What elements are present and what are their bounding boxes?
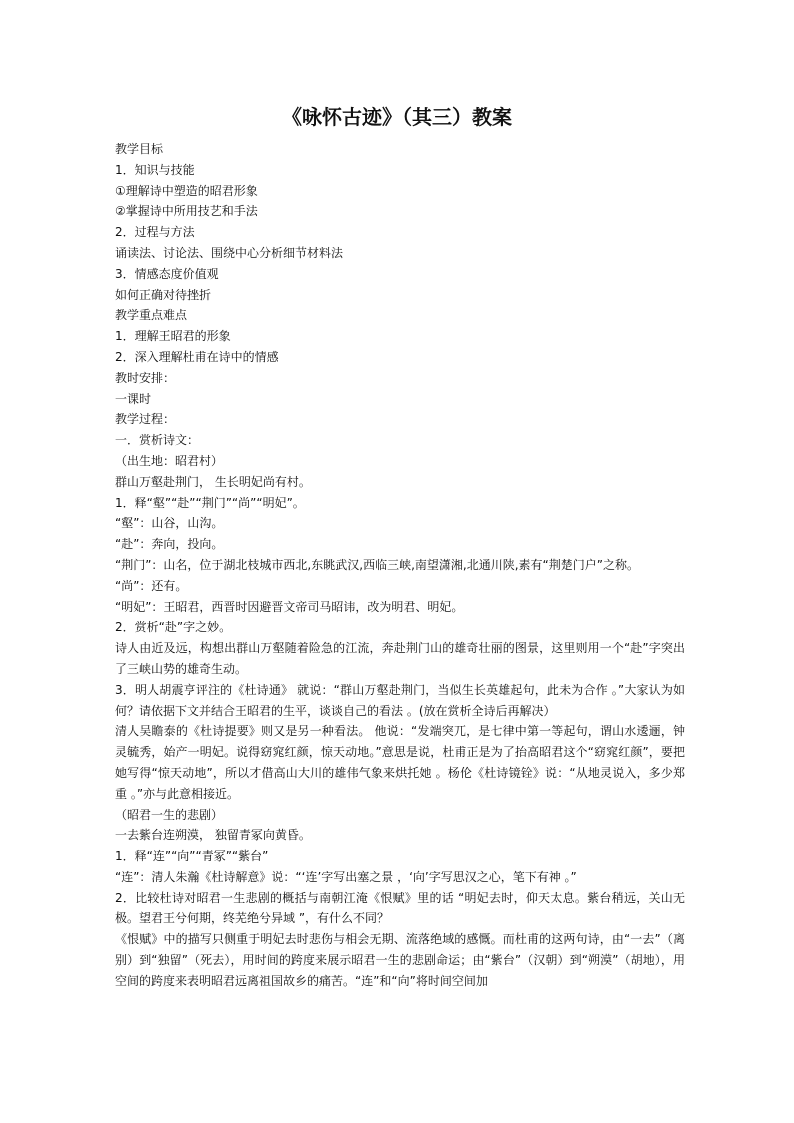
text-line: 诵读法、讨论法、围绕中心分析细节材料法 bbox=[115, 245, 344, 260]
text-line: 教时安排： bbox=[115, 370, 176, 385]
text-line: 一去紫台连朔漠， 独留青冢向黄昏。 bbox=[115, 828, 311, 843]
text-line: 1．释“壑”“赴”“荆门”“尚”“明妃”。 bbox=[115, 495, 305, 510]
text-line: 一课时 bbox=[115, 391, 152, 406]
text-line: 1．知识与技能 bbox=[115, 162, 195, 177]
text-paragraph: 2．比较杜诗对昭君一生悲剧的概括与南朝江淹《恨赋》里的话 “明妃去时，仰天太息。紫台稍远，关山无极。望君王兮何期，终芜绝兮异域 ”，有什么不同？ bbox=[115, 890, 685, 926]
text-line: 1．理解王昭君的形象 bbox=[115, 329, 231, 344]
text-line: 教学目标 bbox=[115, 142, 164, 156]
text-line: “明妃”：王昭君，西晋时因避晋文帝司马昭讳，改为明君、明妃。 bbox=[115, 599, 464, 614]
text-line: 群山万壑赴荆门， 生长明妃尚有村。 bbox=[115, 474, 311, 489]
text-line: 一．赏析诗文： bbox=[115, 433, 200, 448]
text-line: （出生地：昭君村） bbox=[115, 453, 224, 468]
text-line: 如何正确对待挫折 bbox=[115, 287, 212, 302]
text-line: 2．过程与方法 bbox=[115, 225, 195, 240]
text-line: 3．情感态度价值观 bbox=[115, 266, 219, 281]
page-title: 《咏怀古迹》（其三）教案 bbox=[282, 105, 512, 129]
text-line: 1．释“连”“向”“青冢”“紫台” bbox=[115, 849, 269, 864]
text-line: （昭君一生的悲剧） bbox=[115, 807, 224, 822]
document-body bbox=[115, 139, 685, 992]
text-line: ①理解诗中塑造的昭君形象 bbox=[115, 183, 258, 198]
text-line: 2．深入理解杜甫在诗中的情感 bbox=[115, 349, 279, 364]
text-paragraph: 诗人由近及远，构想出群山万壑随着险急的江流，奔赴荆门山的雄奇壮丽的图景，这里则用一个“赴”字突出了三峡山势的雄奇生动。 bbox=[115, 641, 685, 676]
text-line: 教学重点难点 bbox=[115, 308, 188, 323]
text-line: “壑”：山谷，山沟。 bbox=[115, 516, 224, 531]
text-line: “赴”：奔向，投向。 bbox=[115, 537, 224, 552]
text-paragraph: “荆门”：山名，位于湖北枝城市西北,东眺武汉,西临三峡,南望潇湘,北通川陕,素有“荆楚门户”之称。 bbox=[115, 557, 639, 572]
text-paragraph: 《恨赋》中的描写只侧重于明妃去时悲伤与相会无期、流落绝域的感慨。而杜甫的这两句诗，由“一去”（离别）到“独留”（死去），用时间的跨度来展示昭君一生的悲剧命运；由“紫台”（汉朝）到“朔漠”（胡地），用空间的跨度来表明昭君远离祖国故乡的痛苦。“连”和“向”将时间空间加 bbox=[115, 932, 685, 988]
text-line: 2．赏析“赴”字之妙。 bbox=[115, 620, 232, 635]
text-paragraph: 清人吴瞻泰的《杜诗提要》则又是另一种看法。 他说：“发端突兀，是七律中第一等起句，谓山水逶逦，钟灵毓秀，始产一明妃。说得窈窕红颜，惊天动地。”意思是说，杜甫正是为了抬高昭君这个“窈窕红颜”，要把她写得“惊天动地”，所以才借高山大川的雄伟气象来烘托她 。杨伦《杜诗镜铨》说：“从地灵说入，多少郑重 。”亦与此意相接近。 bbox=[115, 724, 685, 801]
text-paragraph: 3．明人胡震亨评注的《杜诗通》 就说：“群山万壑赴荆门，当似生长英雄起句，此未为合作 。”大家认为如何？请依据下文并结合王昭君的生平，谈谈自己的看法 。(放在赏析全诗后再解决） bbox=[115, 682, 685, 718]
text-line: 教学过程： bbox=[115, 412, 176, 427]
text-paragraph: “连”：清人朱瀚《杜诗解意》说：“‘连’字写出塞之景 ，‘向’字写思汉之心，笔下有神 。” bbox=[115, 869, 577, 884]
text-line: “尚”：还有。 bbox=[115, 578, 188, 593]
text-line: ②掌握诗中所用技艺和手法 bbox=[115, 204, 258, 219]
